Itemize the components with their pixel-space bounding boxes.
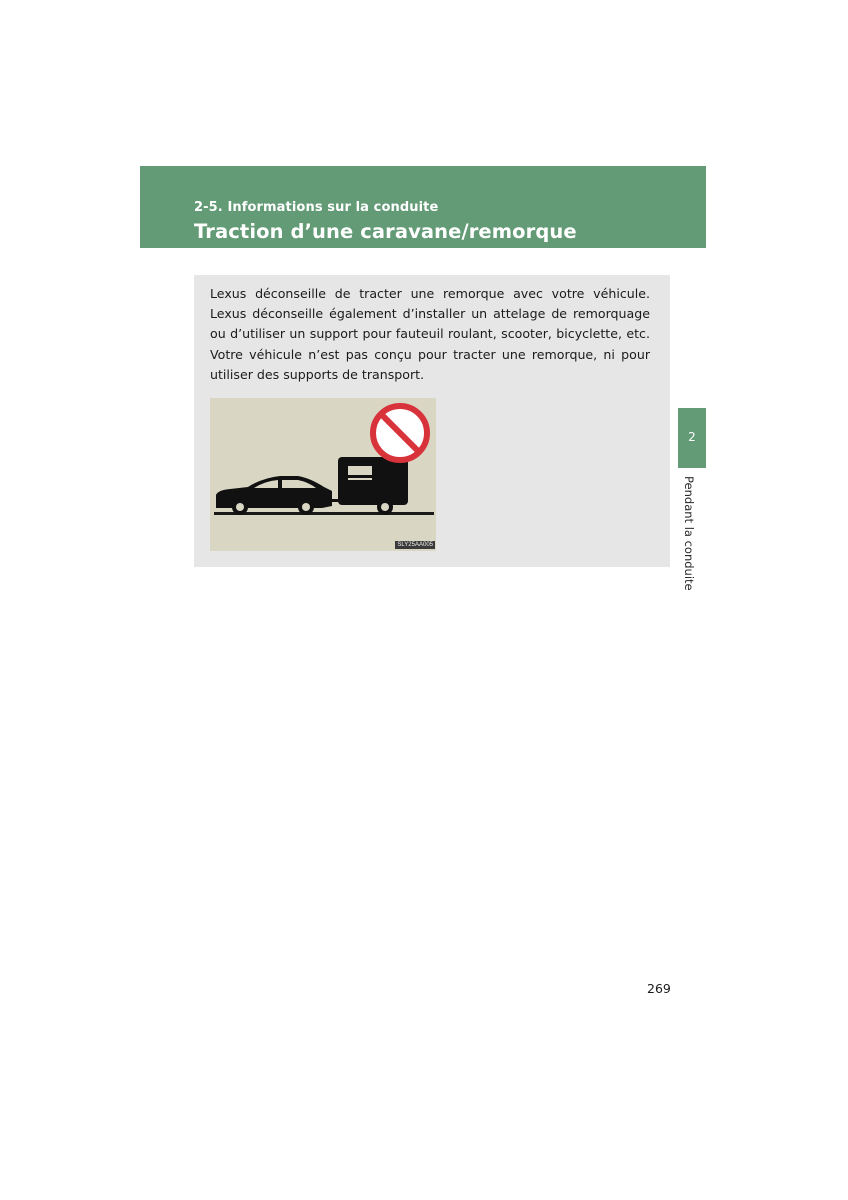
page-title: Traction d’une caravane/remorque [194, 220, 577, 243]
trailer-window [348, 466, 372, 475]
towing-illustration-graphic [210, 398, 436, 551]
section-label: 2-5. Informations sur la conduite [194, 200, 439, 215]
chapter-number: 2 [688, 430, 696, 444]
notice-box [194, 275, 670, 567]
chapter-name: Pendant la conduite [682, 476, 696, 591]
figure-code: SLY25AA005 [397, 542, 433, 548]
towing-illustration [210, 398, 436, 551]
chapter-tab[interactable] [678, 408, 706, 468]
section-header-band [140, 166, 706, 248]
trailer-body [338, 457, 408, 505]
notice-text: Lexus déconseille de tracter une remorque avec votre véhicule. Lexus déconseille également d’installer un attelage de remorquage ou d’utiliser un support pour fauteuil roulant, scooter, bicyclette, etc. Votre véhicule n’est pas conçu pour tracter une remorque, ni pour utiliser des supports de transport. [210, 286, 650, 382]
road-line [214, 512, 434, 515]
prohibition-sign-icon [373, 406, 427, 460]
page-number: 269 [647, 981, 671, 996]
